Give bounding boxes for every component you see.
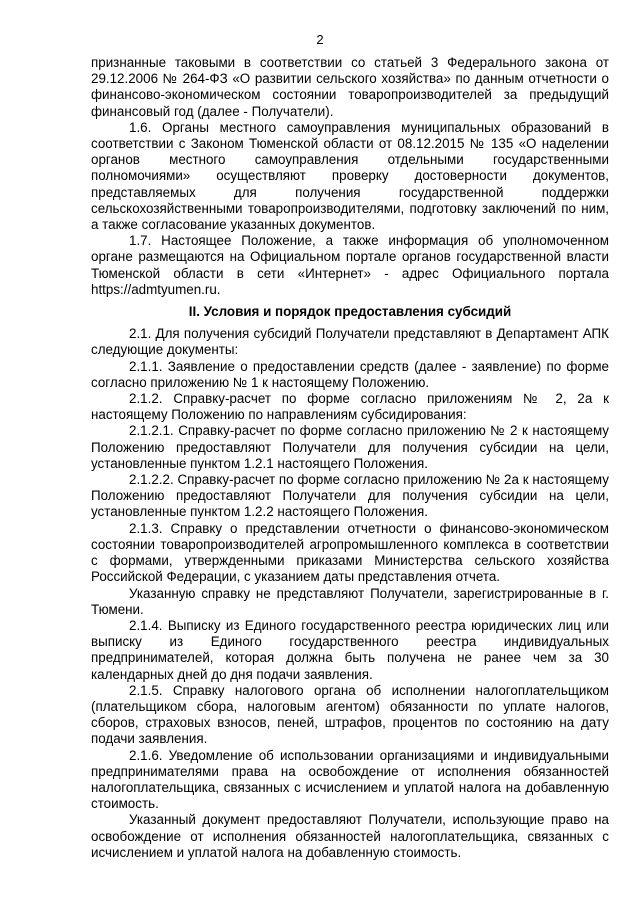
paragraph: 1.7. Настоящее Положение, а также информация об уполномоченном органе размещаются на Официальном портале органов государственной власти Тюменской области в сети «Интернет» - адрес Официального портала https://admtyumen.ru. xyxy=(91,233,609,297)
paragraph: признанные таковыми в соответствии со статьей 3 Федерального закона от 29.12.2006 № 264-ФЗ «О развитии сельского хозяйства» по данным отчетности о финансово-экономическом состоянии товаропроизводителей за предыдущий финансовый год (далее - Получатели). xyxy=(91,55,609,119)
document-body xyxy=(91,55,609,861)
paragraph: 1.6. Органы местного самоуправления муниципальных образований в соответствии с Законом Тюменской области от 08.12.2015 № 135 «О наделении органов местного самоуправления отдельными государственными полномочиями» осуществляют проверку достоверности документов, представляемых для получения государственной поддержки сельскохозяйственными товаропроизводителями, подготовку заключений по ним, а также согласование указанных документов. xyxy=(91,119,609,233)
paragraph: 2.1.5. Справку налогового органа об исполнении налогоплательщиком (плательщиком сбора, налоговым агентом) обязанности по уплате налогов, сборов, страховых взносов, пеней, штрафов, процентов по состоянию на дату подачи заявления. xyxy=(91,682,609,747)
paragraph: 2.1.2.1. Справку-расчет по форме согласно приложению № 2 к настоящему Положению предоставляют Получатели для получения субсидии на цели, установленные пунктом 1.2.1 настоящего Положения. xyxy=(91,423,609,471)
paragraph: 2.1.4. Выписку из Единого государственного реестра юридических лиц или выписку из Единого государственного реестра индивидуальных предпринимателей, которая должна быть получена не ранее чем за 30 календарных дней до дня подачи заявления. xyxy=(91,617,609,682)
paragraph: Указанную справку не представляют Получатели, зарегистрированные в г. Тюмени. xyxy=(91,585,609,617)
paragraph: 2.1.1. Заявление о предоставлении средств (далее - заявление) по форме согласно приложению № 1 к настоящему Положению. xyxy=(91,358,609,390)
section-heading: II. Условия и порядок предоставления субсидий xyxy=(188,304,512,320)
paragraph: 2.1.2. Справку-расчет по форме согласно приложениям № 2, 2а к настоящему Положению по направлениям субсидирования: xyxy=(91,391,609,423)
paragraph: 2.1.2.2. Справку-расчет по форме согласно приложению № 2а к настоящему Положению предоставляют Получатели для получения субсидии на цели, установленные пунктом 1.2.2 настоящего Положения. xyxy=(91,472,609,520)
paragraph: 2.1. Для получения субсидий Получатели представляют в Департамент АПК следующие документы: xyxy=(91,326,609,358)
paragraph: 2.1.3. Справку о представлении отчетности о финансово-экономическом состоянии товаропроизводителей агропромышленного комплекса в соответствии с формами, утвержденными приказами Министерства сельского хозяйства Российской Федерации, с указанием даты представления отчета. xyxy=(91,520,609,585)
paragraph: Указанный документ предоставляют Получатели, использующие право на освобождение от исполнения обязанностей налогоплательщика, связанных с исчислением и уплатой налога на добавленную стоимость. xyxy=(91,812,609,860)
page-number: 2 xyxy=(316,32,324,47)
paragraph: 2.1.6. Уведомление об использовании организациями и индивидуальными предпринимателями права на освобождение от исполнения обязанностей налогоплательщика, связанных с исчислением и уплатой налога на добавленную стоимость. xyxy=(91,747,609,812)
